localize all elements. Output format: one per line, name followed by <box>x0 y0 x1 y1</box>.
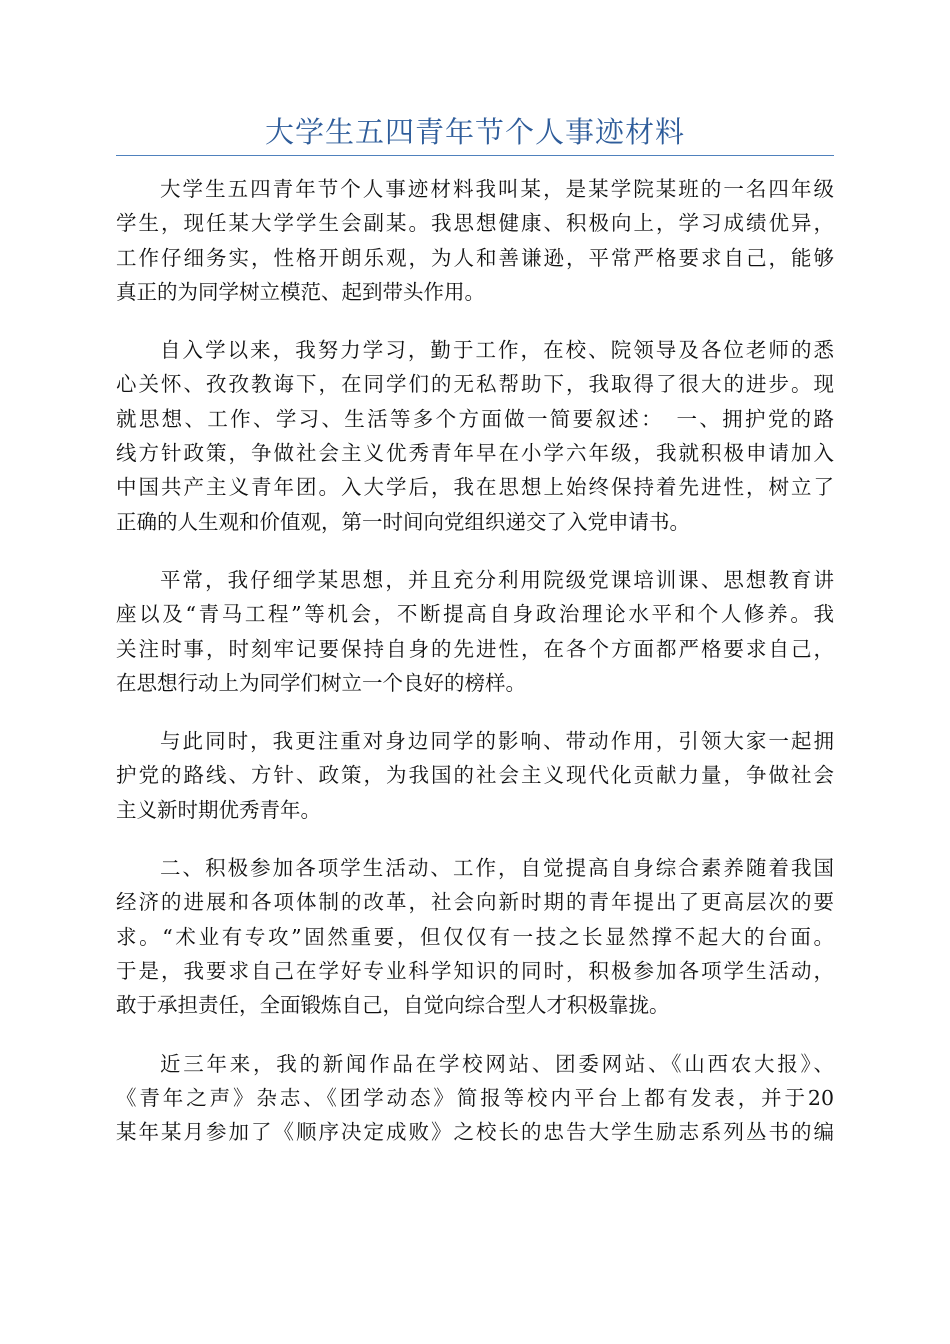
paragraph-line: 真正的为同学树立模范、起到带头作用。 <box>116 279 485 304</box>
paragraph-line: 工作仔细务实，性格开朗乐观，为人和善谦逊，平常严格要求自己，能够 <box>116 245 834 270</box>
paragraph-line: 线方针政策，争做社会主义优秀青年早在小学六年级，我就积极申请加入 <box>116 441 834 466</box>
paragraph-6 <box>116 1047 834 1150</box>
paragraph-line: 学生，现任某大学学生会副某。我思想健康、积极向上，学习成绩优异， <box>116 211 834 236</box>
paragraph-line: 主义新时期优秀青年。 <box>116 797 321 822</box>
paragraph-line: 正确的人生观和价值观，第一时间向党组织递交了入党申请书。 <box>116 509 690 534</box>
paragraph-line: 关注时事，时刻牢记要保持自身的先进性，在各个方面都严格要求自己， <box>116 636 834 661</box>
paragraph-4 <box>116 724 834 827</box>
paragraph-line: 就思想、工作、学习、生活等多个方面做一简要叙述： 一、拥护党的路 <box>116 406 834 431</box>
paragraph-line: 敢于承担责任，全面锻炼自己，自觉向综合型人才积极靠拢。 <box>116 993 670 1018</box>
paragraph-line: 二、积极参加各项学生活动、工作，自觉提高自身综合素养随着我国 <box>160 856 834 881</box>
document-body <box>116 172 834 1173</box>
paragraph-3 <box>116 563 834 700</box>
paragraph-line: 求。“术业有专攻”固然重要，但仅仅有一技之长显然撑不起大的台面。 <box>116 924 834 949</box>
paragraph-line: 自入学以来，我努力学习，勤于工作，在校、院领导及各位老师的悉 <box>160 338 834 363</box>
paragraph-5 <box>116 851 834 1022</box>
paragraph-line: 心关怀、孜孜教诲下，在同学们的无私帮助下，我取得了很大的进步。现 <box>116 372 834 397</box>
paragraph-line: 于是，我要求自己在学好专业科学知识的同时，积极参加各项学生活动， <box>116 958 834 983</box>
paragraph-line: 《青年之声》杂志、《团学动态》简报等校内平台上都有发表，并于20 <box>116 1085 834 1110</box>
paragraph-line: 平常，我仔细学某思想，并且充分利用院级党课培训课、思想教育讲 <box>160 567 834 592</box>
document-title: 大学生五四青年节个人事迹材料 <box>264 115 685 149</box>
paragraph-line: 座以及“青马工程”等机会，不断提高自身政治理论水平和个人修养。我 <box>116 602 834 627</box>
paragraph-line: 与此同时，我更注重对身边同学的影响、带动作用，引领大家一起拥 <box>160 729 834 754</box>
title-underline <box>116 155 834 156</box>
paragraph-line: 大学生五四青年节个人事迹材料我叫某，是某学院某班的一名四年级 <box>160 177 834 201</box>
paragraph-line: 护党的路线、方针、政策，为我国的社会主义现代化贡献力量，争做社会 <box>116 763 834 788</box>
paragraph-line: 中国共产主义青年团。入大学后，我在思想上始终保持着先进性，树立了 <box>116 475 834 500</box>
paragraph-line: 经济的进展和各项体制的改革，社会向新时期的青年提出了更高层次的要 <box>116 890 834 915</box>
paragraph-line: 近三年来，我的新闻作品在学校网站、团委网站、《山西农大报》、 <box>160 1051 834 1076</box>
paragraph-2 <box>116 333 834 539</box>
paragraph-line: 某年某月参加了《顺序决定成败》之校长的忠告大学生励志系列丛书的编 <box>116 1120 834 1145</box>
paragraph-line: 在思想行动上为同学们树立一个良好的榜样。 <box>116 670 526 695</box>
paragraph-1 <box>116 172 834 309</box>
